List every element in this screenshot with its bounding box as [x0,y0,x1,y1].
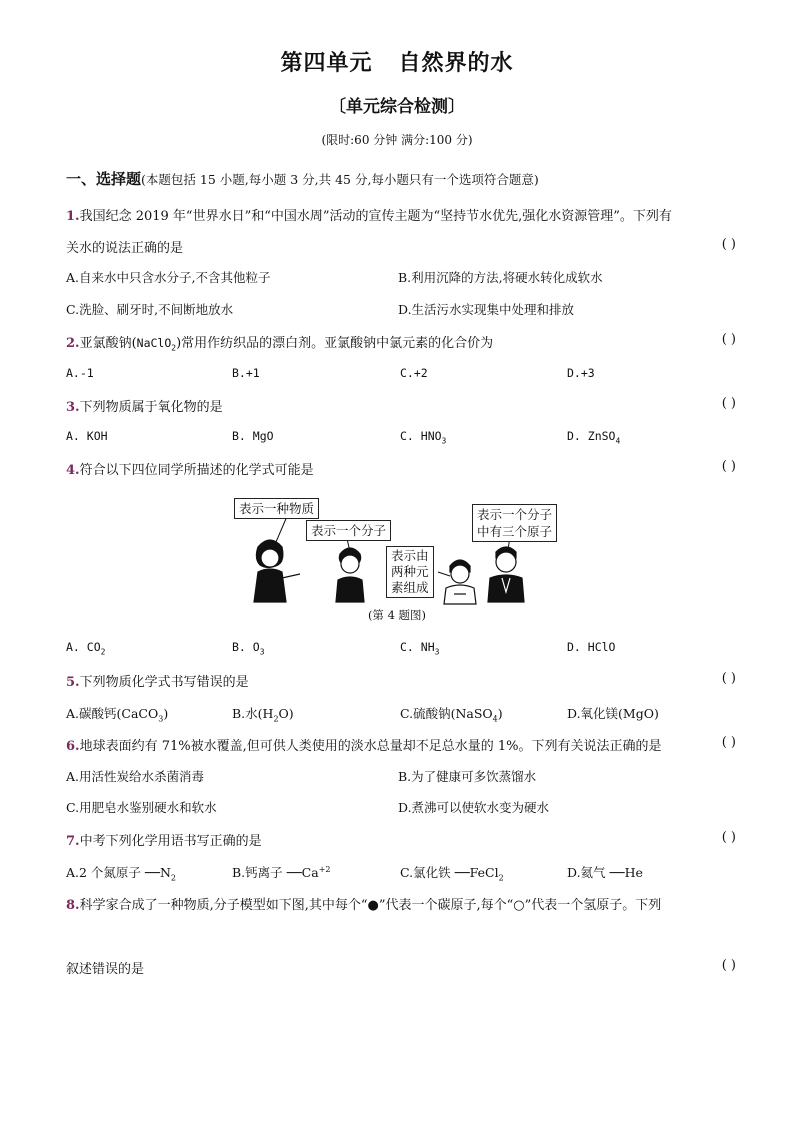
speech-bubble-1: 表示一种物质 [234,498,319,519]
option-d: D.+3 [567,366,595,380]
section-description: (本题包括 15 小题,每小题 3 分,共 45 分,每小题只有一个选项符合题意) [141,172,539,187]
option-b [232,863,331,881]
question-7 [66,830,262,849]
question-text: 符合以下四位同学所描述的化学式可能是 [79,463,314,478]
answer-bracket: ( ) [721,830,736,845]
question-text: 下列物质属于氧化物的是 [79,400,223,415]
option-d: D.生活污水实现集中处理和排放 [398,302,575,317]
question-text: 下列物质化学式书写错误的是 [79,675,249,690]
option-c: C.用肥皂水鉴别硬水和软水 [66,800,217,815]
bubble-line: 素组成 [391,580,429,595]
formula-sub: 2 [273,714,279,724]
option-a [66,704,168,724]
formula-sub: 3 [434,647,440,657]
option-d: D.煮沸可以使软水变为硬水 [398,800,550,815]
formula-sup: +2 [318,864,331,874]
option-d [567,429,620,445]
bubble-line: 中有三个原子 [477,524,553,539]
question-text-post: )常用作纺织品的漂白剂。亚氯酸钠中氯元素的化合价为 [176,336,494,351]
formula-sub: 3 [158,714,164,724]
student-4-icon [488,547,524,602]
answer-bracket: ( ) [721,671,736,686]
question-text-pre: 亚氯酸钠( [79,336,137,351]
time-score-limits: (限时:60 分钟 满分:100 分) [321,133,473,147]
option-text: B. O [232,640,260,654]
unit-name: 自然界的水 [398,50,514,76]
option-text: C. NH [400,640,435,654]
formula-sub: 2 [100,647,106,657]
option-text: A.2 个氮原子 ──N [66,865,171,880]
question-8-line-2: 叙述错误的是 [66,962,145,977]
question-number: 6. [66,739,80,754]
option-text: C. HNO [400,429,442,443]
option-c [400,429,446,445]
formula-sub: 3 [441,436,447,446]
question-number: 3. [66,400,80,415]
bubble-line: 表示一个分子 [477,507,553,522]
option-c: C.洗脸、刷牙时,不间断地放水 [66,302,234,317]
question-number: 8. [66,898,80,913]
page-subtitle: 〔单元综合检测〕 [329,97,465,117]
question-8-line-1 [66,894,661,913]
question-number: 1. [66,209,80,224]
option-b: B. MgO [232,429,274,443]
option-c [400,863,504,883]
answer-bracket: ( ) [721,735,736,750]
answer-bracket: ( ) [721,332,736,347]
option-a [66,640,105,656]
option-text: A.碳酸钙(CaCO [66,706,159,721]
question-text: 科学家合成了一种物质,分子模型如下图,其中每个“●”代表一个碳原子,每个“○”代表一个氢原子。下列 [79,898,662,913]
option-d: D.氧化镁(MgO) [567,706,659,721]
question-4 [66,459,314,478]
formula-sub: 4 [615,436,621,446]
option-a: A.-1 [66,366,94,380]
option-c [400,640,439,656]
bubble-line: 表示由 [391,548,429,563]
formula-body: NaClO [136,336,172,350]
question-text: 我国纪念 2019 年“世界水日”和“中国水周”活动的宣传主题为“坚持节水优先,强化水资源管理”。下列有 [79,209,672,224]
question-2 [66,332,493,352]
question-text: 地球表面约有 71%被水覆盖,但可供人类使用的淡水总量却不足总水量的 1%。下列有关说法正确的是 [79,739,662,754]
option-b [232,704,294,724]
formula-sub: 4 [492,714,498,724]
unit-label: 第四单元 [280,50,373,76]
formula-sub: 2 [171,343,177,353]
question-1-line-1 [66,205,672,224]
question-text: 中考下列化学用语书写正确的是 [79,834,262,849]
option-b: B.+1 [232,366,260,380]
option-a: A.用活性炭给水杀菌消毒 [66,769,205,784]
answer-bracket: ( ) [721,237,736,252]
answer-bracket: ( ) [721,396,736,411]
option-tail: ) [497,706,503,721]
question-number: 7. [66,834,80,849]
option-a: A.自来水中只含水分子,不含其他粒子 [66,270,271,285]
option-text: C.硫酸钠(NaSO [400,706,493,721]
question-1-line-2: 关水的说法正确的是 [66,241,184,256]
speech-bubble-4 [472,504,557,542]
option-tail: O) [278,706,294,721]
speech-bubble-2: 表示一个分子 [306,520,391,541]
formula-sub: 2 [498,873,504,883]
page-title [0,46,794,77]
question-number: 5. [66,675,80,690]
option-c [400,704,503,724]
question-number: 2. [66,336,80,351]
section-label: 一、选择题 [66,170,142,188]
option-text: D. ZnSO [567,429,616,443]
option-d: D.氦气 ──He [567,865,643,880]
question-number: 4. [66,463,80,478]
student-1-icon [254,540,300,602]
question-5 [66,671,249,690]
option-text: C.氯化铁 ──FeCl [400,865,499,880]
formula-sub: 3 [259,647,265,657]
student-2-icon [336,548,364,602]
option-b [232,640,265,656]
answer-bracket: ( ) [721,958,736,973]
option-text: B.钙离子 ──Ca [232,865,319,880]
option-a [66,863,176,883]
option-b: B.为了健康可多饮蒸馏水 [398,769,537,784]
option-text: A. CO [66,640,101,654]
option-b: B.利用沉降的方法,将硬水转化成软水 [398,270,603,285]
bubble-line: 两种元 [391,564,429,579]
section-heading [66,168,539,189]
formula [136,336,177,353]
option-text: B.水(H [232,706,274,721]
figure-caption: (第 4 题图) [367,608,427,622]
answer-bracket: ( ) [721,459,736,474]
option-d: D. HClO [567,640,616,654]
option-c: C.+2 [400,366,428,380]
option-a: A. KOH [66,429,108,443]
speech-bubble-3 [386,546,434,598]
formula-sub: 2 [170,873,176,883]
student-3-icon [444,560,476,604]
option-tail: ) [163,706,169,721]
question-3 [66,396,223,415]
question-6 [66,735,662,754]
